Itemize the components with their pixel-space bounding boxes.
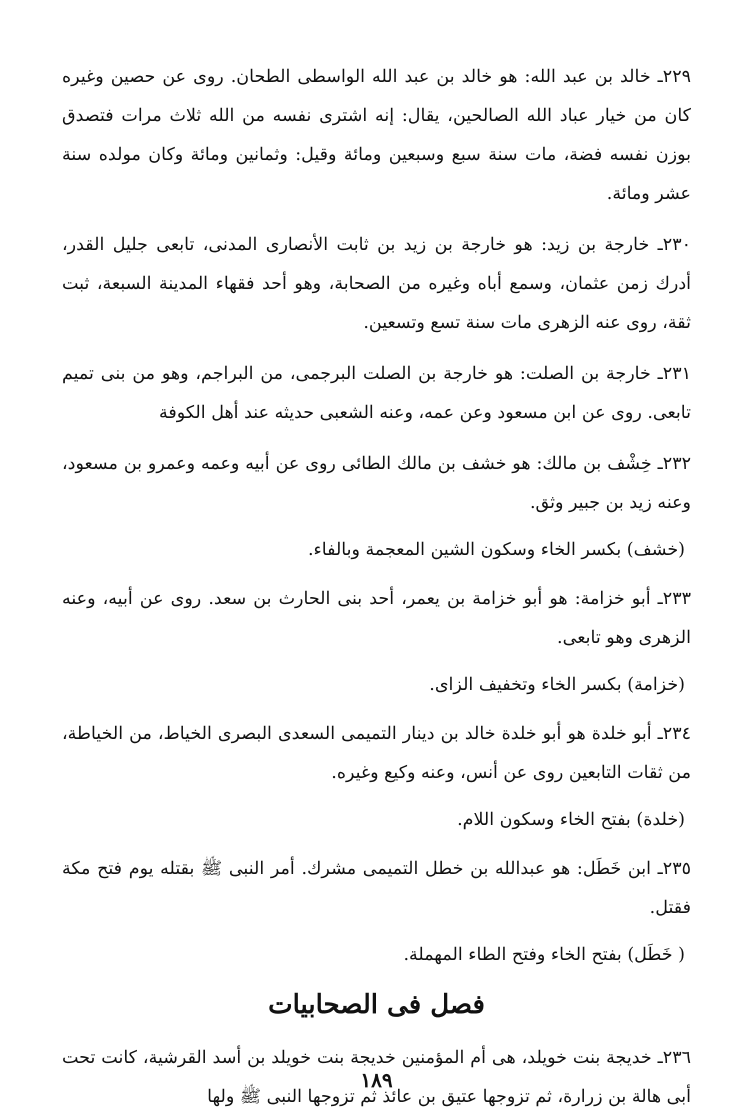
section-heading: فصل فى الصحابيات [268, 990, 485, 1020]
entry-235: ٢٣٥ـ ابن خَطَل: هو عبدالله بن خطل التميمى مشرك. أمر النبى ﷺ بقتله يوم فتح مكة فقتل. [62, 859, 691, 918]
entry-234-note: (خلدة) بفتح الخاء وسكون اللام. [457, 810, 685, 830]
entry-235-note: ( خَطَل) بفتح الخاء وفتح الطاء المهملة. [403, 945, 685, 965]
entry-236: ٢٣٦ـ خديجة بنت خويلد، هى أم المؤمنين خديجة بنت خويلد بن أسد القرشية، كانت تحت أبى هالة بن زرارة، ثم تزوجها عتيق بن عائذ ثم تزوجها النبى ﷺ ولها [62, 1048, 691, 1107]
entry-232-note: (خشف) بكسر الخاء وسكون الشين المعجمة وبالفاء. [307, 540, 685, 560]
page-number: ١٨٩ [360, 1068, 393, 1092]
entry-230: ٢٣٠ـ خارجة بن زيد: هو خارجة بن زيد بن ثابت الأنصارى المدنى، تابعى جليل القدر، أدرك زمن عثمان، وسمع أباه وغيره من الصحابة، وهو أحد فقهاء المدينة السبعة، ثبت ثقة، روى عنه الزهرى مات سنة تسع وتسعين. [62, 235, 691, 333]
entry-233: ٢٣٣ـ أبو خزامة: هو أبو خزامة بن يعمر، أحد بنى الحارث بن سعد. روى عن أبيه، وعنه الزهرى وهو تابعى. [62, 589, 691, 648]
entry-233-note: (خزامة) بكسر الخاء وتخفيف الزاى. [429, 675, 685, 695]
entry-232: ٢٣٢ـ خِشْف بن مالك: هو خشف بن مالك الطائى روى عن أبيه وعمه وعمرو بن مسعود، وعنه زيد بن جبير وثق. [62, 454, 691, 513]
entry-231: ٢٣١ـ خارجة بن الصلت: هو خارجة بن الصلت البرجمى، من البراجم، وهو من بنى تميم تابعى. روى عن ابن مسعود وعن عمه، وعنه الشعبى حديثه عند أهل الكوفة [62, 364, 691, 423]
entry-229: ٢٢٩ـ خالد بن عبد الله: هو خالد بن عبد الله الواسطى الطحان. روى عن حصين وغيره كان من خيار عباد الله الصالحين، يقال: إنه اشترى نفسه من الله ثلاث مرات فتصدق بوزن نفسه فضة، مات سنة سبع وسبعين ومائة وقيل: وثمانين ومائة وكان مولده سنة عشر ومائة. [62, 67, 691, 204]
entry-234: ٢٣٤ـ أبو خلدة هو أبو خلدة خالد بن دينار التميمى السعدى البصرى الخياط، من الخياطة، من ثقات التابعين روى عن أنس، وعنه وكيع وغيره. [62, 724, 691, 783]
